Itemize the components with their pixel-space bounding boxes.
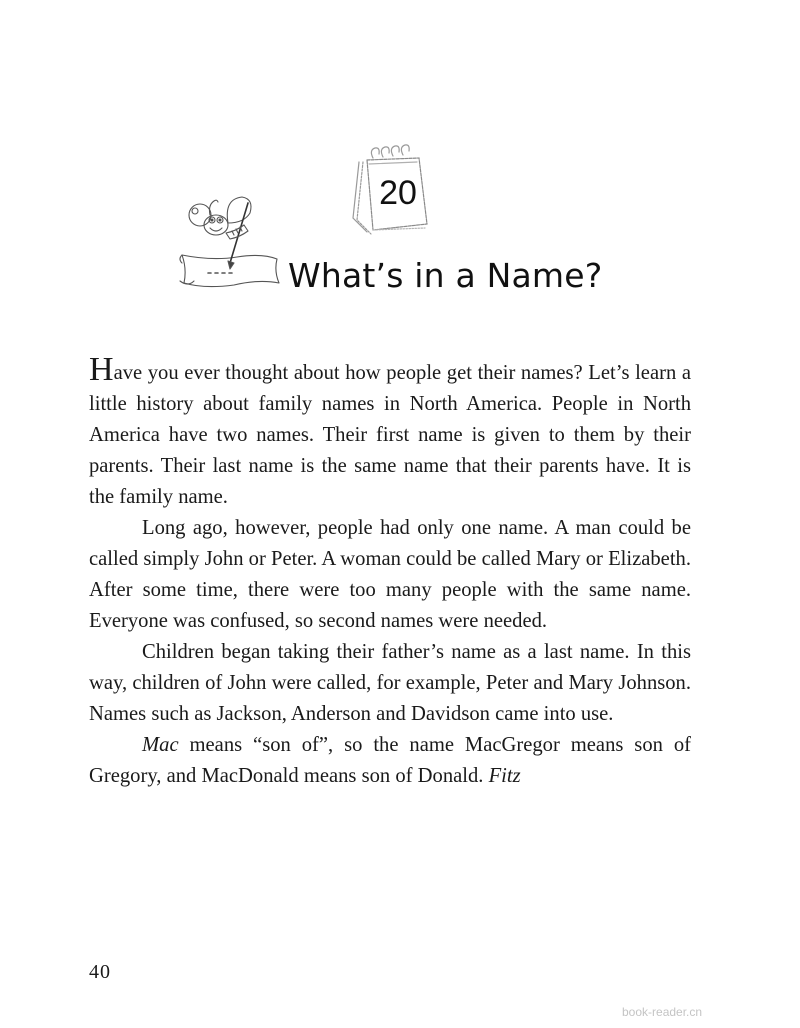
- paragraph: [89, 351, 691, 513]
- paragraph-text: means “son of”, so the name MacGregor means son of Gregory, and MacDonald means son of Donald.: [89, 734, 691, 787]
- paragraph-text: Children began taking their father’s name as a last name. In this way, children of John were called, for example, Peter and Mary Johnson. Names such as Jackson, Anderson and Davidson came into use.: [89, 641, 691, 725]
- paragraph-text: ave you ever thought about how people get their names? Let’s learn a little history about family names in North America. People in North America have two names. Their first name is given to them by their parents. Their last name is the same name that their parents have. It is the family name.: [89, 362, 691, 508]
- italic-term: Mac: [142, 734, 179, 756]
- chapter-number: 20: [379, 174, 417, 212]
- watermark: book-reader.cn: [622, 1005, 703, 1019]
- bug-writing-mascot-icon: [178, 193, 288, 293]
- paragraph: [89, 730, 691, 792]
- drop-cap: H: [89, 351, 114, 388]
- italic-term: Fitz: [488, 765, 521, 787]
- page-number: 40: [89, 961, 111, 983]
- paragraph-text: Long ago, however, people had only one name. A man could be called simply John or Peter. A woman could be called Mary or Elizabeth. After some time, there were too many people with the same name. Everyone was confused, so second names were needed.: [89, 517, 691, 632]
- paragraph: [89, 513, 691, 637]
- paragraph: [89, 637, 691, 730]
- chapter-body: [89, 351, 691, 792]
- chapter-title: What’s in a Name?: [288, 256, 603, 295]
